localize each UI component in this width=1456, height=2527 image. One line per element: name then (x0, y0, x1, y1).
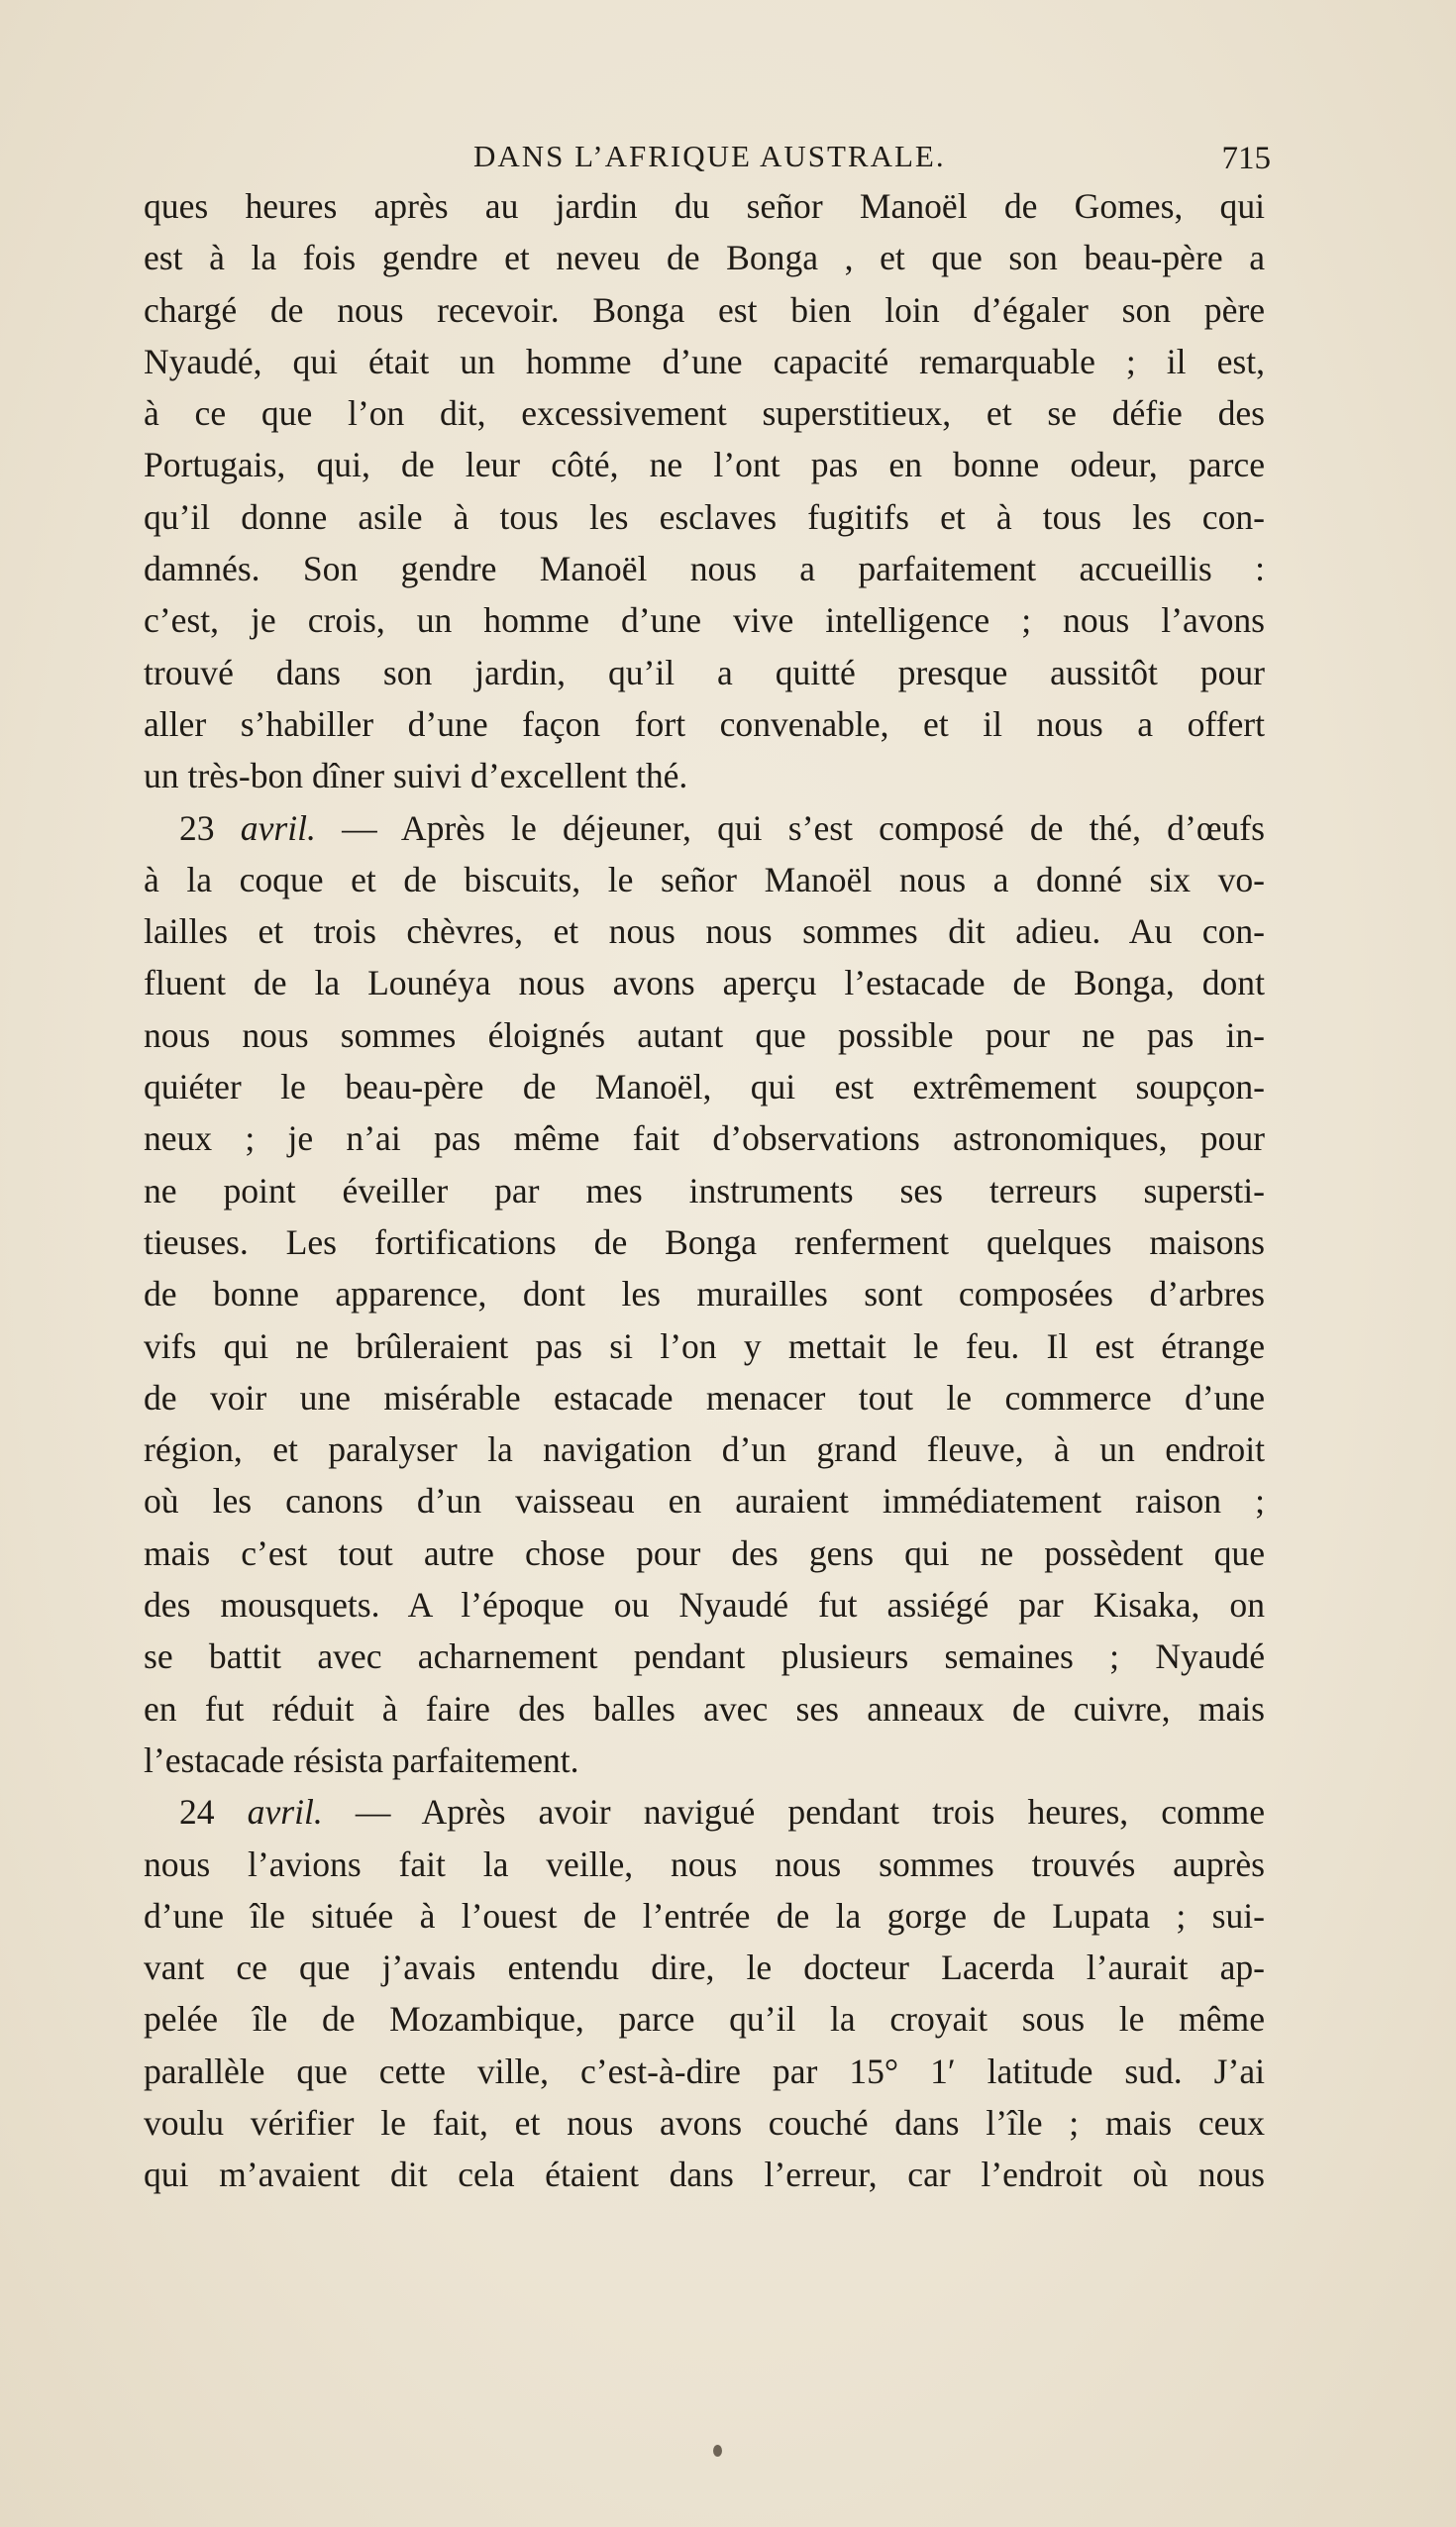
text-line: Nyaudé, qui était un homme d’une capacité remarquable ; il est, (144, 341, 1265, 381)
text-line: l’estacade résista parfaitement. (144, 1739, 579, 1780)
text-line: lailles et trois chèvres, et nous nous sommes dit adieu. Au con- (144, 911, 1265, 952)
text-line: c’est, je crois, un homme d’une vive intelligence ; nous l’avons (144, 600, 1265, 641)
text-line: trouvé dans son jardin, qu’il a quitté presque aussitôt pour (144, 652, 1265, 692)
text-line-rest: — Après avoir navigué pendant trois heures, comme (322, 1792, 1265, 1833)
text-line: à ce que l’on dit, excessivement superstitieux, et se défie des (144, 393, 1265, 434)
paragraph-continuation (144, 180, 1265, 802)
text-line: pelée île de Mozambique, parce qu’il la croyait sous le même (144, 1999, 1265, 2040)
text-line: fluent de la Lounéya nous avons aperçu l’estacade de Bonga, dont (144, 963, 1265, 1003)
text-line: qu’il donne asile à tous les esclaves fugitifs et à tous les con- (144, 496, 1265, 537)
text-line-first (144, 802, 1265, 854)
text-line: quiéter le beau-père de Manoël, qui est extrêmement soupçon- (144, 1067, 1265, 1107)
running-head: DANS L’AFRIQUE AUSTRALE. (473, 139, 946, 173)
text-line: neux ; je n’ai pas même fait d’observations astronomiques, pour (144, 1118, 1265, 1159)
text-line: un très-bon dîner suivi d’excellent thé. (144, 756, 688, 796)
text-line: mais c’est tout autre chose pour des gens qui ne possèdent que (144, 1532, 1265, 1573)
text-line: vant ce que j’avais entendu dire, le docteur Lacerda l’aurait ap- (144, 1948, 1265, 1988)
paragraph-24-avril (144, 1786, 1265, 2200)
text-line: vifs qui ne brûleraient pas si l’on y mettait le feu. Il est étrange (144, 1325, 1265, 1366)
body-text (144, 180, 1265, 2251)
text-line: d’une île située à l’ouest de l’entrée de la gorge de Lupata ; sui- (144, 1895, 1265, 1936)
text-line: ques heures après au jardin du señor Manoël de Gomes, qui (144, 186, 1265, 226)
text-line: qui m’avaient dit cela étaient dans l’erreur, car l’endroit où nous (144, 2155, 1265, 2195)
text-line-first (144, 1786, 1265, 1838)
text-line-rest: — Après le déjeuner, qui s’est composé de thé, d’œufs (315, 807, 1265, 848)
page-number: 715 (1221, 141, 1271, 176)
entry-date-number: 23 (179, 807, 215, 848)
text-line: de bonne apparence, dont les murailles sont composées d’arbres (144, 1274, 1265, 1315)
text-line: chargé de nous recevoir. Bonga est bien loin d’égaler son père (144, 289, 1265, 330)
text-line: des mousquets. A l’époque ou Nyaudé fut assiégé par Kisaka, on (144, 1585, 1265, 1626)
text-line: à la coque et de biscuits, le señor Manoël nous a donné six vo- (144, 859, 1265, 899)
paragraph-23-avril (144, 802, 1265, 1787)
text-line: en fut réduit à faire des balles avec ses anneaux de cuivre, mais (144, 1688, 1265, 1729)
text-line: ne point éveiller par mes instruments ses terreurs supersti- (144, 1170, 1265, 1211)
text-line: Portugais, qui, de leur côté, ne l’ont pas en bonne odeur, parce (144, 445, 1265, 485)
text-line: est à la fois gendre et neveu de Bonga , et que son beau-père a (144, 238, 1265, 278)
entry-date-month: avril. (240, 807, 316, 848)
text-line: parallèle que cette ville, c’est-à-dire par 15° 1′ latitude sud. J’ai (144, 2051, 1265, 2091)
ink-speck (713, 2445, 722, 2457)
text-line: aller s’habiller d’une façon fort convenable, et il nous a offert (144, 703, 1265, 744)
text-line: où les canons d’un vaisseau en auraient immédiatement raison ; (144, 1481, 1265, 1522)
text-line: se battit avec acharnement pendant plusieurs semaines ; Nyaudé (144, 1636, 1265, 1677)
text-line: voulu vérifier le fait, et nous avons couché dans l’île ; mais ceux (144, 2102, 1265, 2143)
text-line: nous l’avions fait la veille, nous nous sommes trouvés auprès (144, 1843, 1265, 1884)
page-header (176, 127, 1271, 186)
text-line: de voir une misérable estacade menacer tout le commerce d’une (144, 1377, 1265, 1418)
entry-date-month: avril. (247, 1792, 323, 1833)
text-line: tieuses. Les fortifications de Bonga renferment quelques maisons (144, 1221, 1265, 1262)
entry-date-number: 24 (179, 1792, 215, 1833)
text-line: damnés. Son gendre Manoël nous a parfaitement accueillis : (144, 549, 1265, 589)
text-line: région, et paralyser la navigation d’un grand fleuve, à un endroit (144, 1429, 1265, 1470)
text-line: nous nous sommes éloignés autant que possible pour ne pas in- (144, 1014, 1265, 1055)
